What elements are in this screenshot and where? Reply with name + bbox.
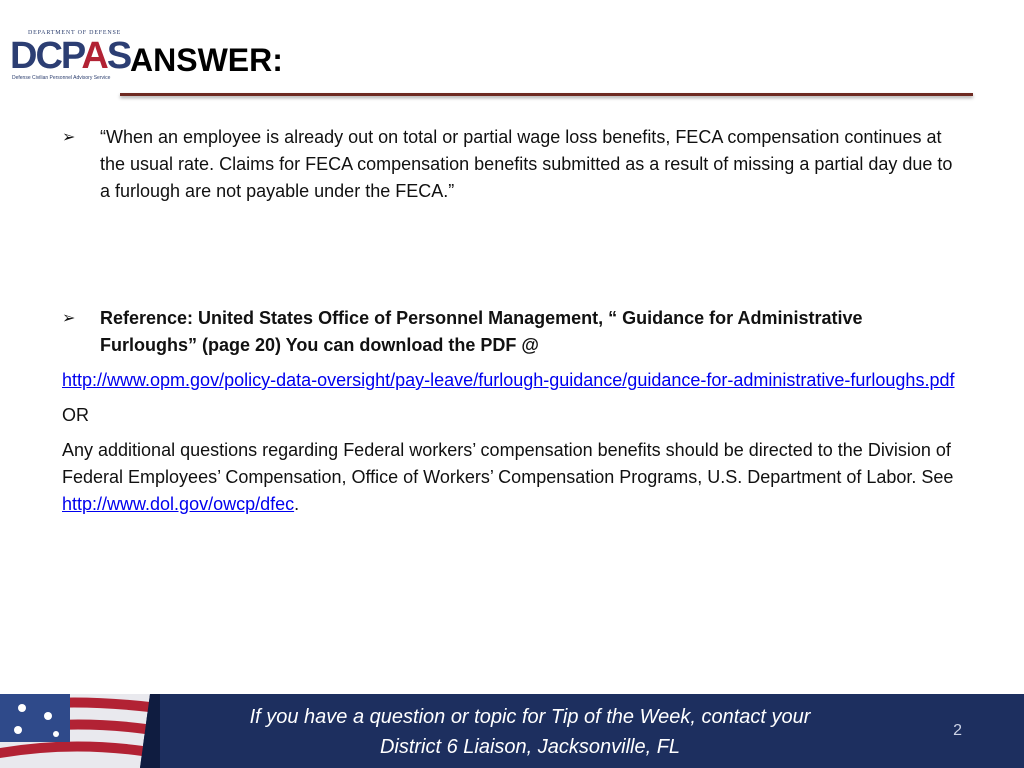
or-text: OR (62, 405, 89, 425)
footer-bar (0, 694, 1024, 768)
final-period: . (294, 494, 300, 514)
bullet-reference-text: Reference: United States Office of Personnel Management, “ Guidance for Administrative Furloughs” (page 20) You can download the PDF @ (100, 308, 863, 355)
page-number: 2 (953, 722, 962, 739)
slide-title: ANSWER: (130, 42, 283, 78)
dol-link[interactable]: http://www.dol.gov/owcp/dfec (62, 494, 295, 514)
bullet-quote (62, 124, 962, 205)
arrow-bullet-icon: ➢ (62, 129, 76, 146)
slide-content (62, 124, 962, 526)
logo-mark-a: A (81, 35, 107, 77)
final-paragraph (62, 437, 962, 518)
opm-pdf-link[interactable]: http://www.opm.gov/policy-data-oversight/pay-leave/furlough-guidance/guidance-for-administrative-furloughs.pdf (62, 370, 955, 390)
opm-link-paragraph (62, 367, 962, 394)
logo-mark-start: DCP (10, 35, 82, 77)
footer-line-1: If you have a question or topic for Tip of the Week, contact your (249, 706, 811, 728)
footer-contact-text (170, 702, 890, 762)
title-divider (120, 93, 973, 96)
logo-department-text: DEPARTMENT OF DEFENSE (28, 30, 122, 36)
logo-mark (10, 36, 130, 76)
bullet-reference (62, 305, 962, 359)
arrow-bullet-icon: ➢ (62, 310, 76, 327)
footer-line-2: District 6 Liaison, Jacksonville, FL (379, 736, 681, 758)
flag-icon (0, 694, 160, 768)
dcpas-logo (10, 30, 131, 86)
bullet-quote-text: “When an employee is already out on total or partial wage loss benefits, FECA compensation continues at the usual rate. Claims for FECA compensation benefits submitted as a result of missing a partial day due to a furlough are not payable under the FECA.” (100, 127, 953, 201)
final-paragraph-text: Any additional questions regarding Federal workers’ compensation benefits should be directed to the Division of Federal Employees’ Compensation, Office of Workers’ Compensation Programs, U.S. Department of Labor. See (62, 440, 954, 487)
logo-mark-end: S (106, 35, 131, 77)
logo-service-text: Defense Civilian Personnel Advisory Service (12, 75, 111, 81)
